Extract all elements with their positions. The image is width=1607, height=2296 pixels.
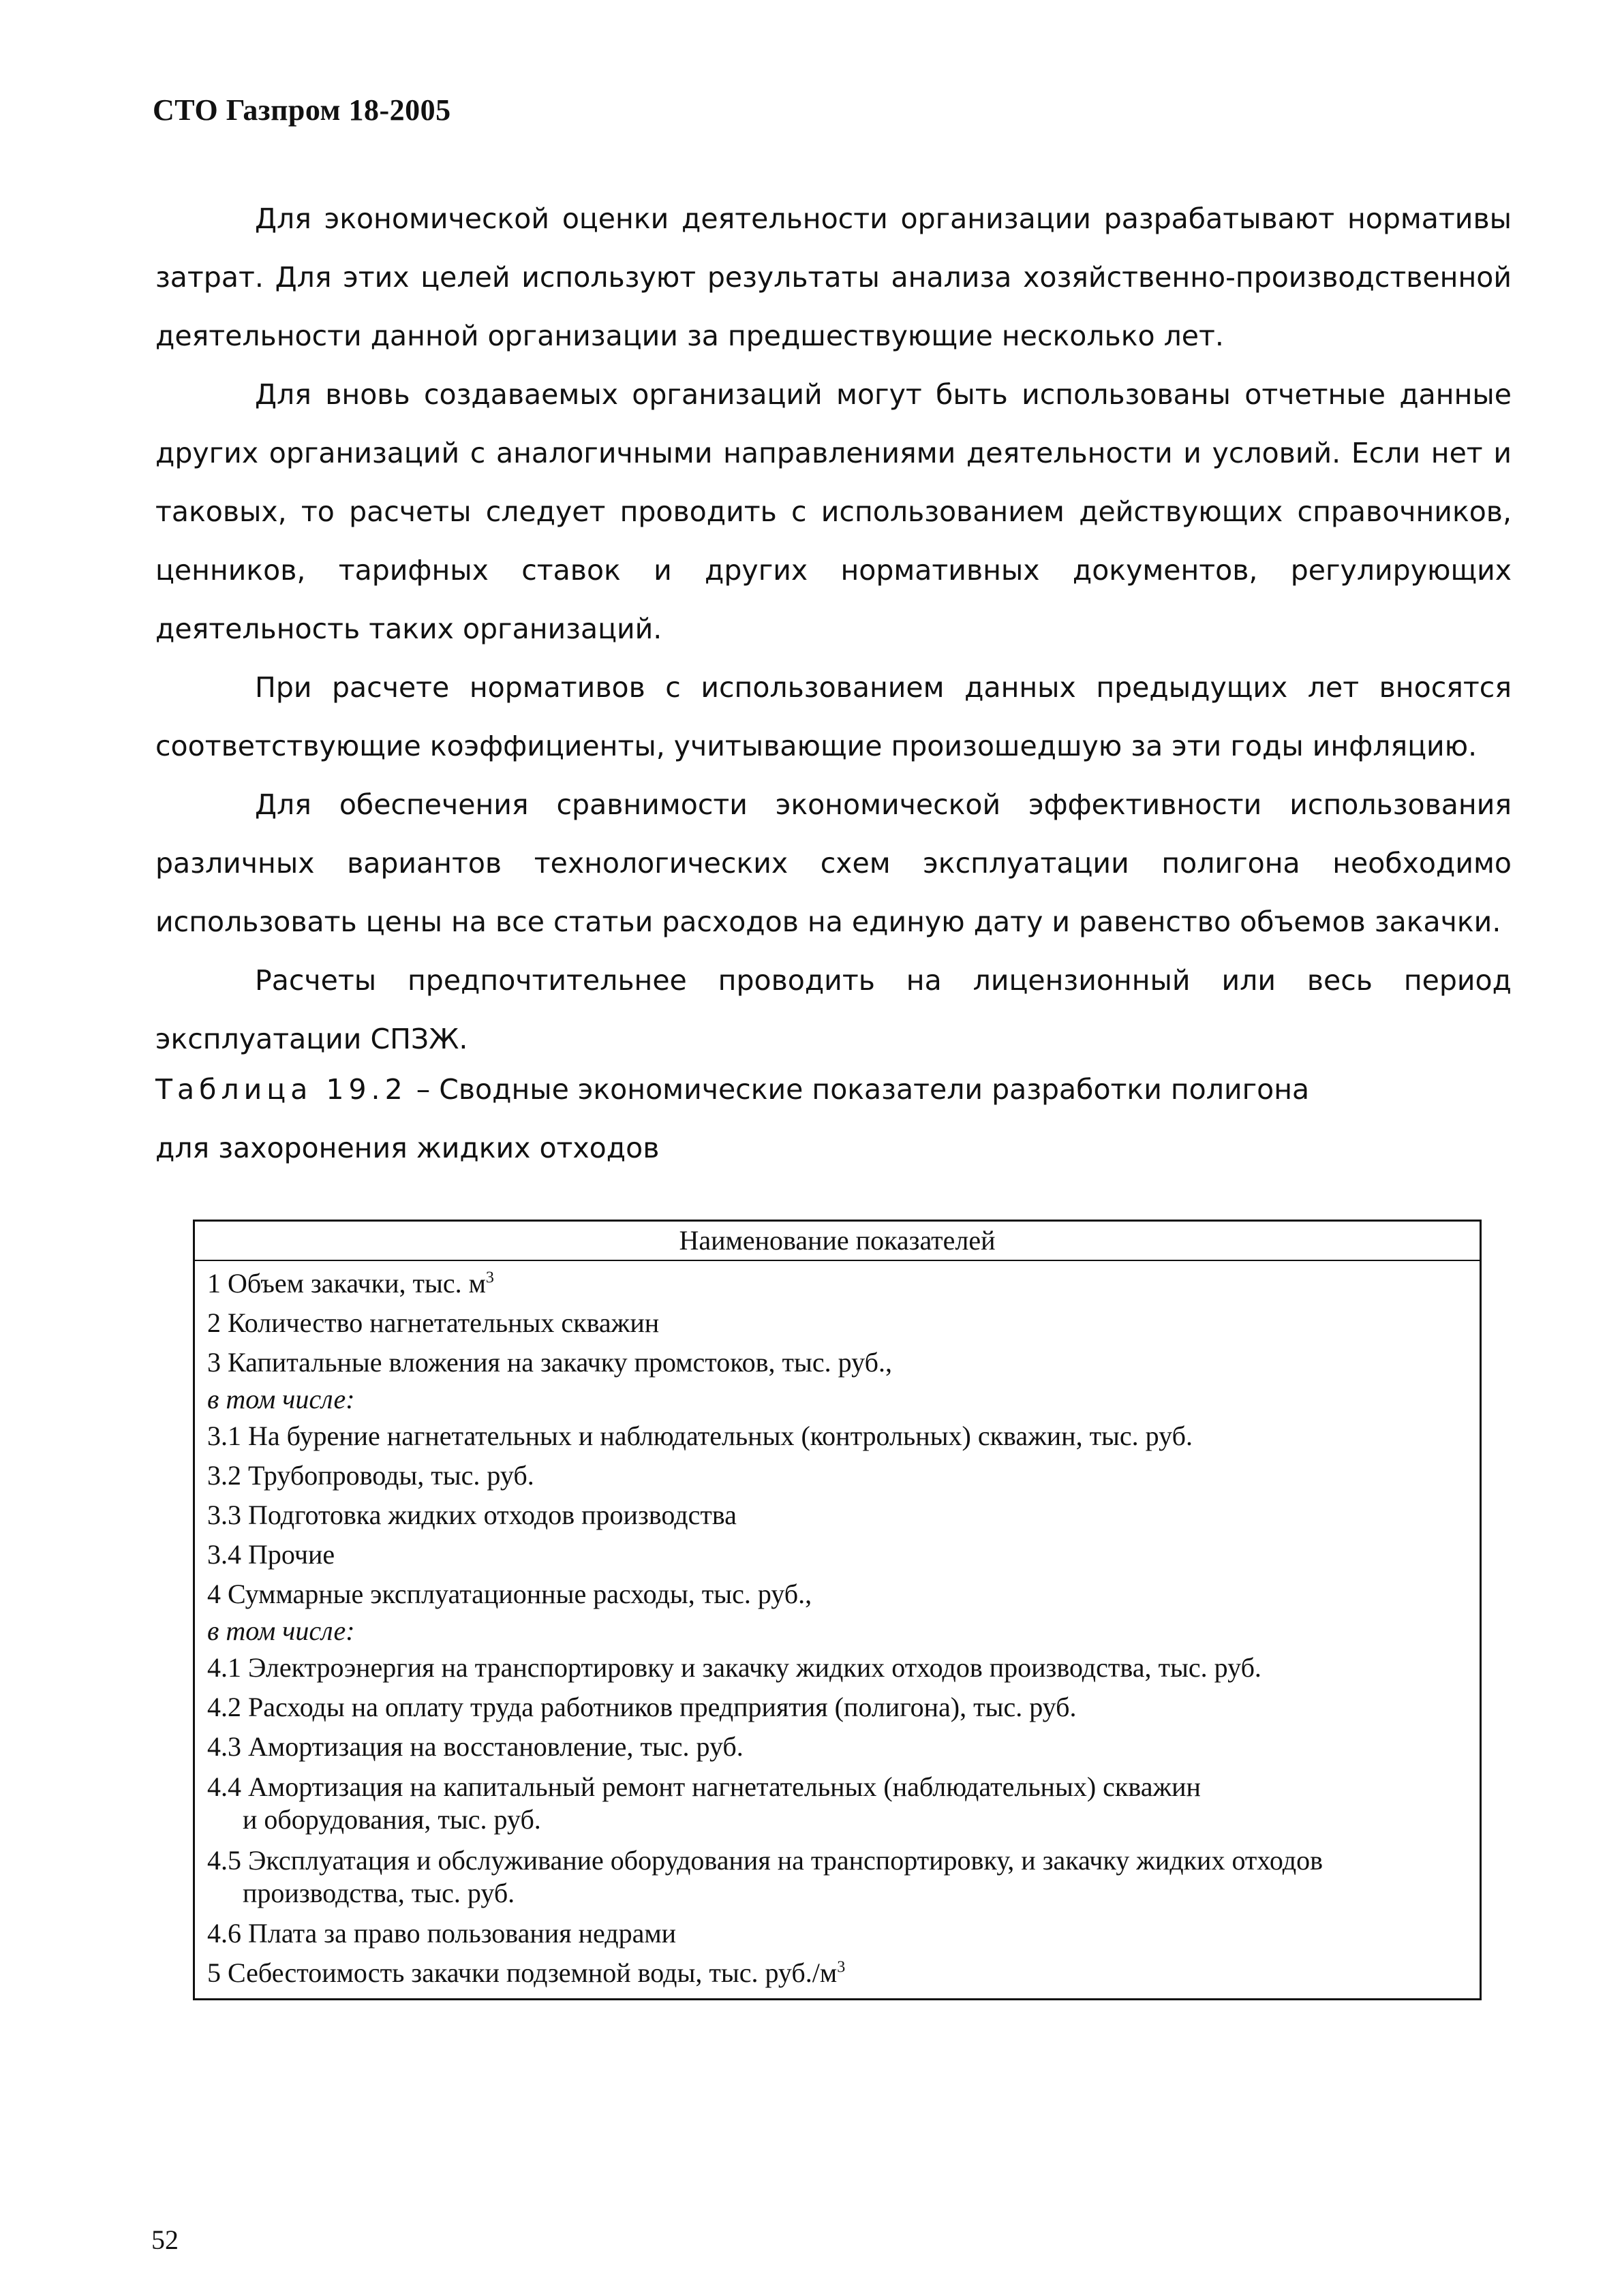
table-caption-dash: – bbox=[407, 1073, 440, 1106]
table-header: Наименование показателей bbox=[195, 1222, 1480, 1261]
page-number: 52 bbox=[151, 2224, 179, 2255]
table-row-subheading: в том числе: bbox=[207, 1384, 355, 1414]
table-row: 4.1 Электроэнергия на транспортировку и закачку жидких отходов производства, тыс. руб. bbox=[207, 1652, 1261, 1683]
paragraph: Для обеспечения сравнимости экономической эффективности использования различных вариантов технологических схем эксплуатации полигона необходимо использовать цены на все статьи расходов на единую дату и равенство объемов закачки. bbox=[155, 788, 1512, 938]
paragraph: При расчете нормативов с использованием данных предыдущих лет вносятся соответствующие коэффициенты, учитывающие произошедшую за эти годы инфляцию. bbox=[155, 671, 1512, 762]
table-row: 3 Капитальные вложения на закачку промстоков, тыс. руб., bbox=[207, 1347, 892, 1378]
table-row: 3.1 На бурение нагнетательных и наблюдательных (контрольных) скважин, тыс. руб. bbox=[207, 1421, 1193, 1451]
table-caption-title-cont: для захоронения жидких отходов bbox=[155, 1132, 660, 1164]
table-row: 3.2 Трубопроводы, тыс. руб. bbox=[207, 1460, 534, 1491]
table-row: 2 Количество нагнетательных скважин bbox=[207, 1307, 660, 1338]
body-text bbox=[155, 189, 1512, 1068]
table-caption bbox=[155, 1060, 1450, 1177]
table-row: 4.6 Плата за право пользования недрами bbox=[207, 1918, 677, 1949]
table-row: 1 Объем закачки, тыс. $м^3$ bbox=[207, 1268, 494, 1299]
table-row: 4.3 Амортизация на восстановление, тыс. руб. bbox=[207, 1731, 744, 1762]
table-row: 5 Себестоимость закачки подземной воды, тыс. $руб./м^3$ bbox=[207, 1957, 846, 1988]
paragraph: Для экономической оценки деятельности организации разрабатывают нормативы затрат. Для этих целей используют результаты анализа хозяйственно-производственной деятельности данной организации за предшествующие несколько лет. bbox=[155, 202, 1512, 352]
table-row-subheading: в том числе: bbox=[207, 1615, 355, 1646]
paragraph: Для вновь создаваемых организаций могут быть использованы отчетные данные других организаций с аналогичными направлениями деятельности и условий. Если нет и таковых, то расчеты следует проводить с использованием действующих справочников, ценников, тарифных ставок и других нормативных документов, регулирующих деятельность таких организаций. bbox=[155, 378, 1512, 645]
table-row: 3.4 Прочие bbox=[207, 1539, 335, 1570]
indicators-table bbox=[193, 1220, 1482, 2000]
table-caption-label: Таблица 19.2 bbox=[155, 1073, 408, 1106]
table-row: 4 Суммарные эксплуатационные расходы, тыс. руб., bbox=[207, 1579, 812, 1609]
table-caption-title: Сводные экономические показатели разработки полигона bbox=[439, 1073, 1310, 1106]
table-body bbox=[195, 1261, 1480, 1998]
table-row: 3.3 Подготовка жидких отходов производства bbox=[207, 1500, 737, 1530]
table-row: 4.5 Эксплуатация и обслуживание оборудования на транспортировку, и закачку жидких отходов производства, тыс. руб. bbox=[207, 1845, 1323, 1908]
document-code: СТО Газпром 18-2005 bbox=[153, 93, 451, 127]
table-row: 4.4 Амортизация на капитальный ремонт нагнетательных (наблюдательных) скважин и оборудования, тыс. руб. bbox=[207, 1771, 1201, 1835]
table-row: 4.2 Расходы на оплату труда работников предприятия (полигона), тыс. руб. bbox=[207, 1692, 1077, 1722]
paragraph: Расчеты предпочтительнее проводить на лицензионный или весь период эксплуатации СПЗЖ. bbox=[155, 964, 1512, 1055]
